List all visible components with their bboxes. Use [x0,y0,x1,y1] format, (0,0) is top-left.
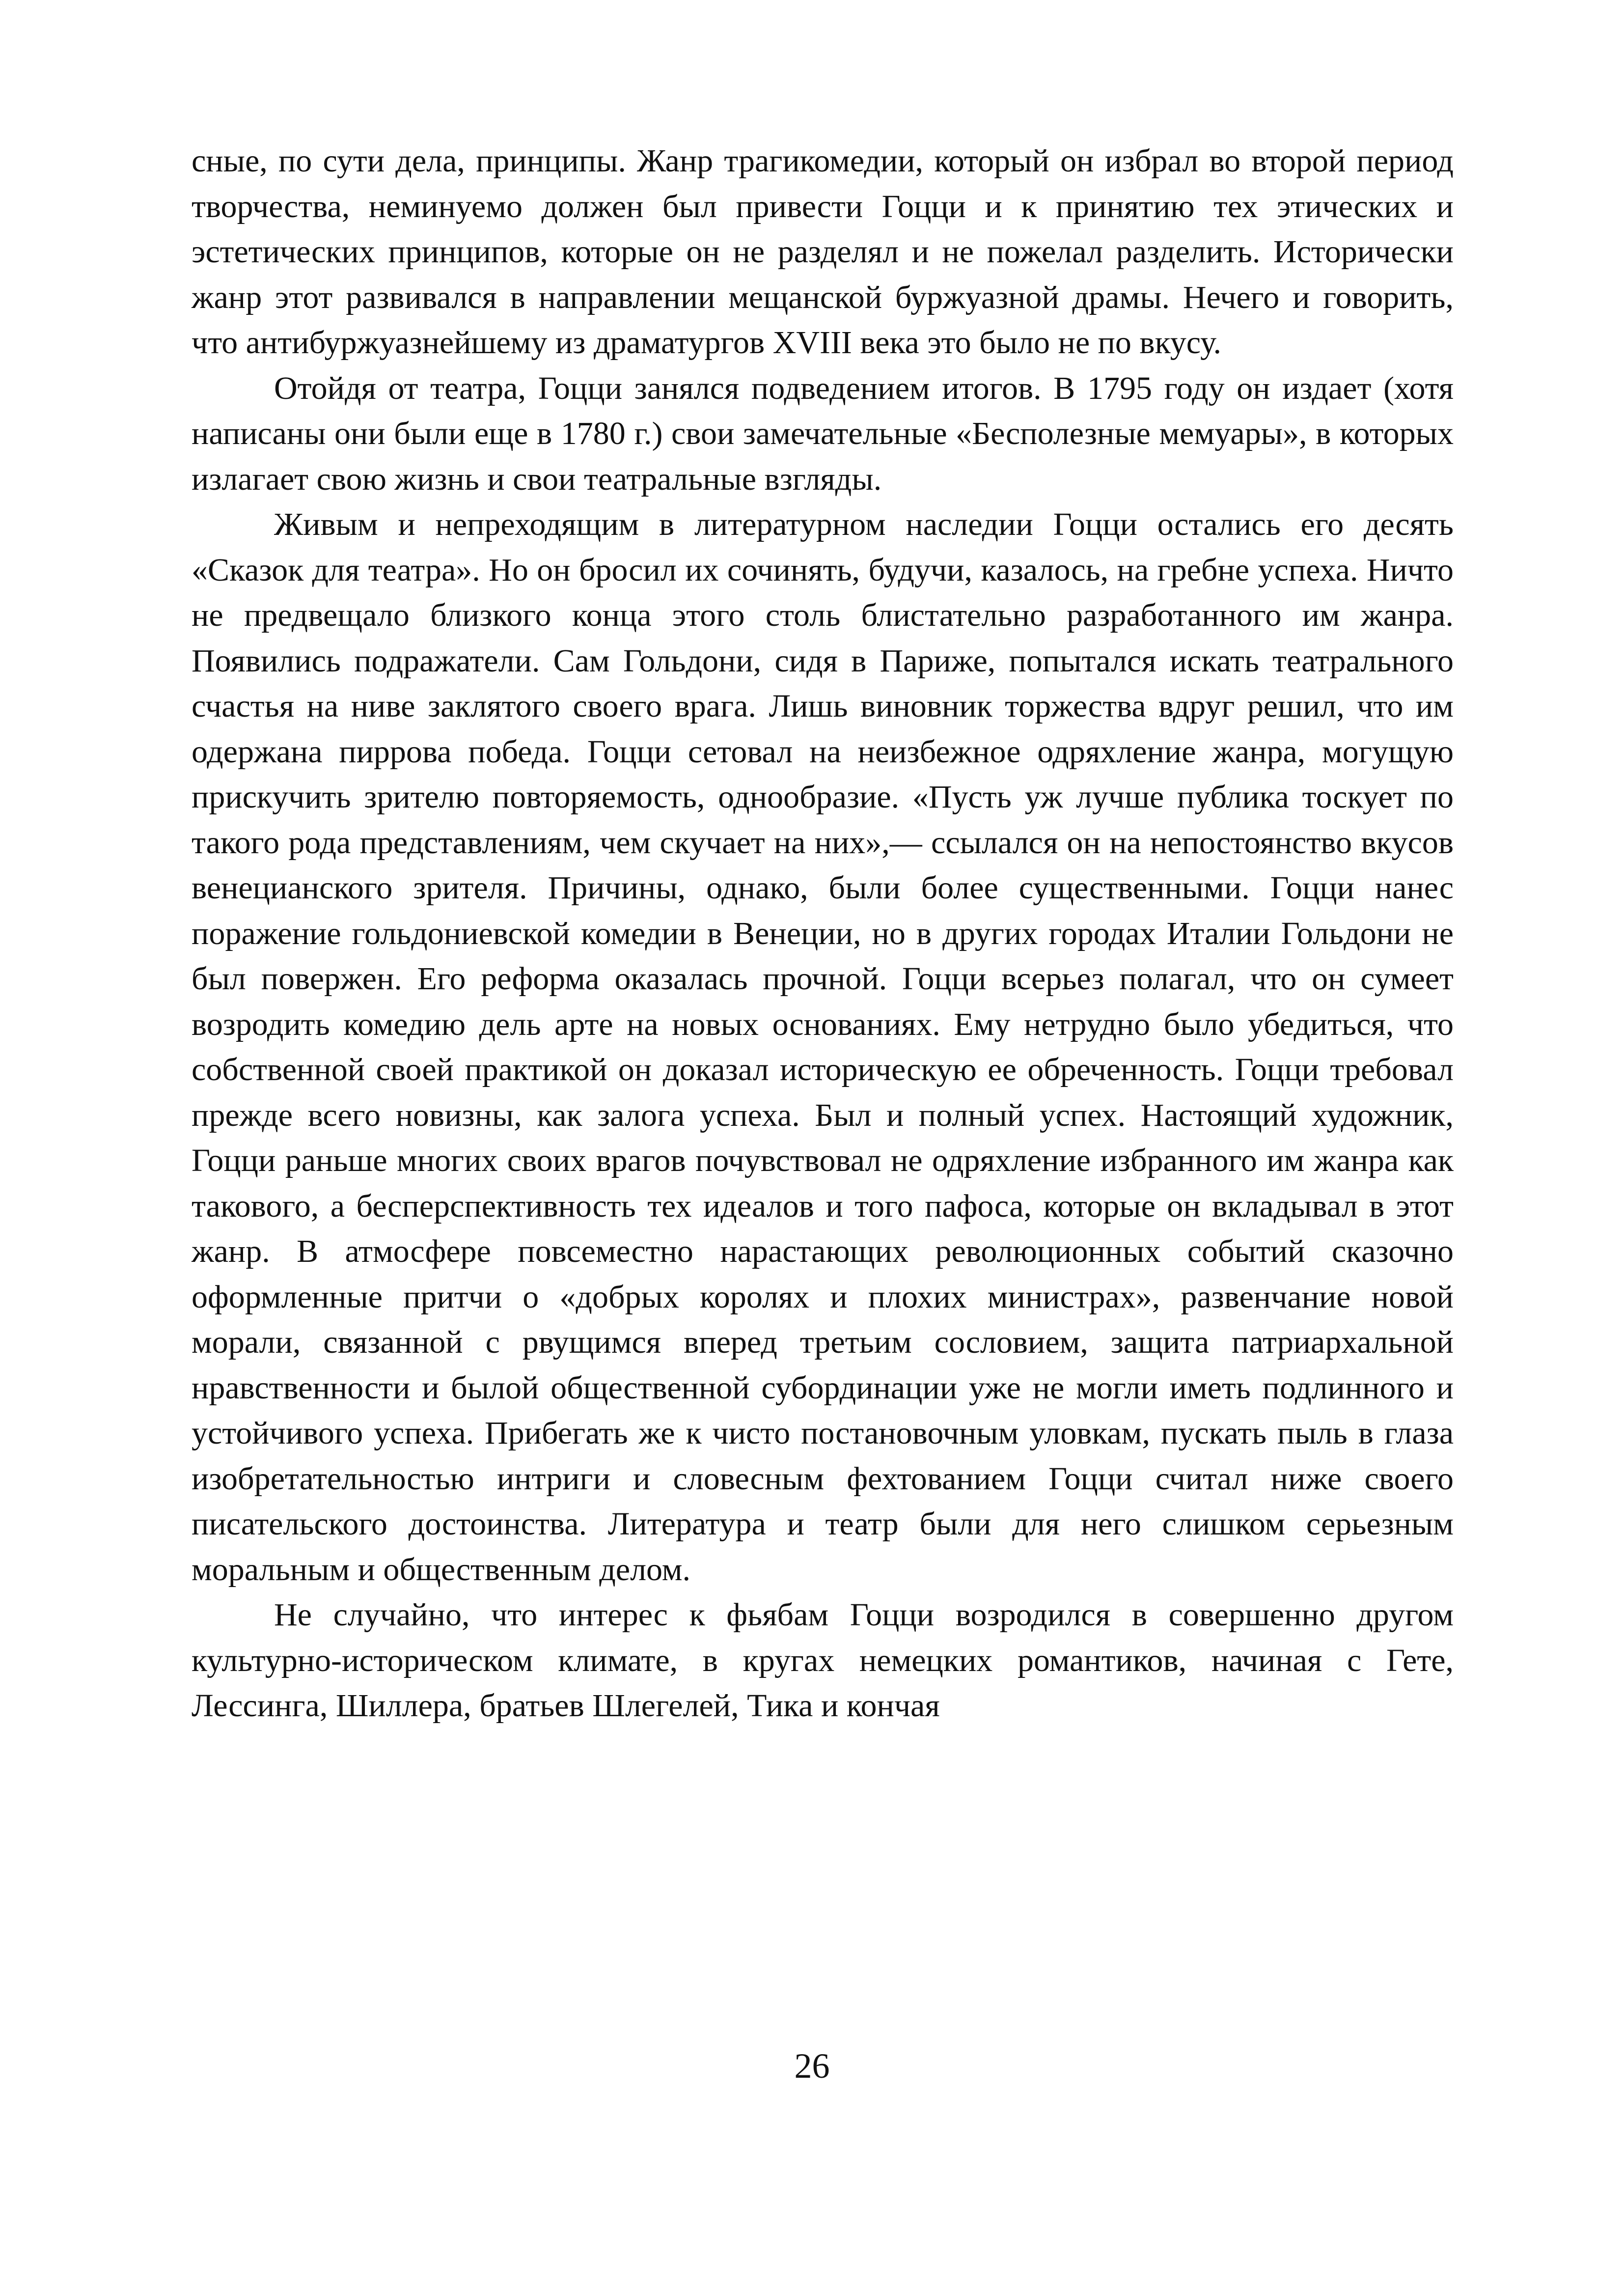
paragraph-3: Живым и непреходящим в литературном наследии Гоцци остались его десять «Сказок для театра». Но он бросил их сочинять, будучи, казалось, на гребне успеха. Ничто не предвещало близкого конца этого столь блистательно разработанного им жанра. Появились подражатели. Сам Гольдони, сидя в Париже, попытался искать театрального счастья на ниве заклятого своего врага. Лишь виновник торжества вдруг решил, что им одержана пиррова победа. Гоцци сетовал на неизбежное одряхление жанра, могущую прискучить зрителю повторяемость, однообразие. «Пусть уж лучше публика тоскует по такого рода представлениям, чем скучает на них»,— ссылался он на непостоянство вкусов венецианского зрителя. Причины, однако, были более существенными. Гоцци нанес поражение гольдониевской комедии в Венеции, но в других городах Италии Гольдони не был повержен. Его реформа оказалась прочной. Гоцци всерьез полагал, что он сумеет возродить комедию дель арте на новых основаниях. Ему нетрудно было убедиться, что собственной своей практикой он доказал историческую ее обреченность. Гоцци требовал прежде всего новизны, как залога успеха. Был и полный успех. Настоящий художник, Гоцци раньше многих своих врагов почувствовал не одряхление избранного им жанра как такового, а бесперспективность тех идеалов и того пафоса, которые он вкладывал в этот жанр. В атмосфере повсеместно нарастающих революционных событий сказочно оформленные притчи о «добрых королях и плохих министрах», развенчание новой морали, связанной с рвущимся вперед третьим сословием, защита патриархальной нравственности и былой общественной субординации уже не могли иметь подлинного и устойчивого успеха. Прибегать же к чисто постановочным уловкам, пускать пыль в глаза изобретательностью интриги и словесным фехтованием Гоцци считал ниже своего писательского достоинства. Литература и театр были для него слишком серьезным моральным и общественным делом. [192,506,1454,1588]
paragraph-4: Не случайно, что интерес к фьябам Гоцци возродился в совершенно другом культурно-историческом климате, в кругах немецких романтиков, начиная с Гете, Лессинга, Шиллера, братьев Шлегелей, Тика и кончая [192,1597,1454,1724]
paragraph-1: сные, по сути дела, принципы. Жанр трагикомедии, который он избрал во второй период творчества, неминуемо должен был привести Гоцци и к принятию тех этических и эстетических принципов, которые он не разделял и не пожелал разделить. Исторически жанр этот развивался в направлении мещанской буржуазной драмы. Нечего и говорить, что антибуржуазнейшему из драматургов XVIII века это было не по вкусу. [192,143,1454,361]
page-text [192,139,1454,1729]
paragraph-2: Отойдя от театра, Гоцци занялся подведением итогов. В 1795 году он издает (хотя написаны они были еще в 1780 г.) свои замечательные «Бесполезные мемуары», в которых излагает свою жизнь и свои театральные взгляды. [192,370,1454,497]
page-number: 26 [794,2046,830,2086]
